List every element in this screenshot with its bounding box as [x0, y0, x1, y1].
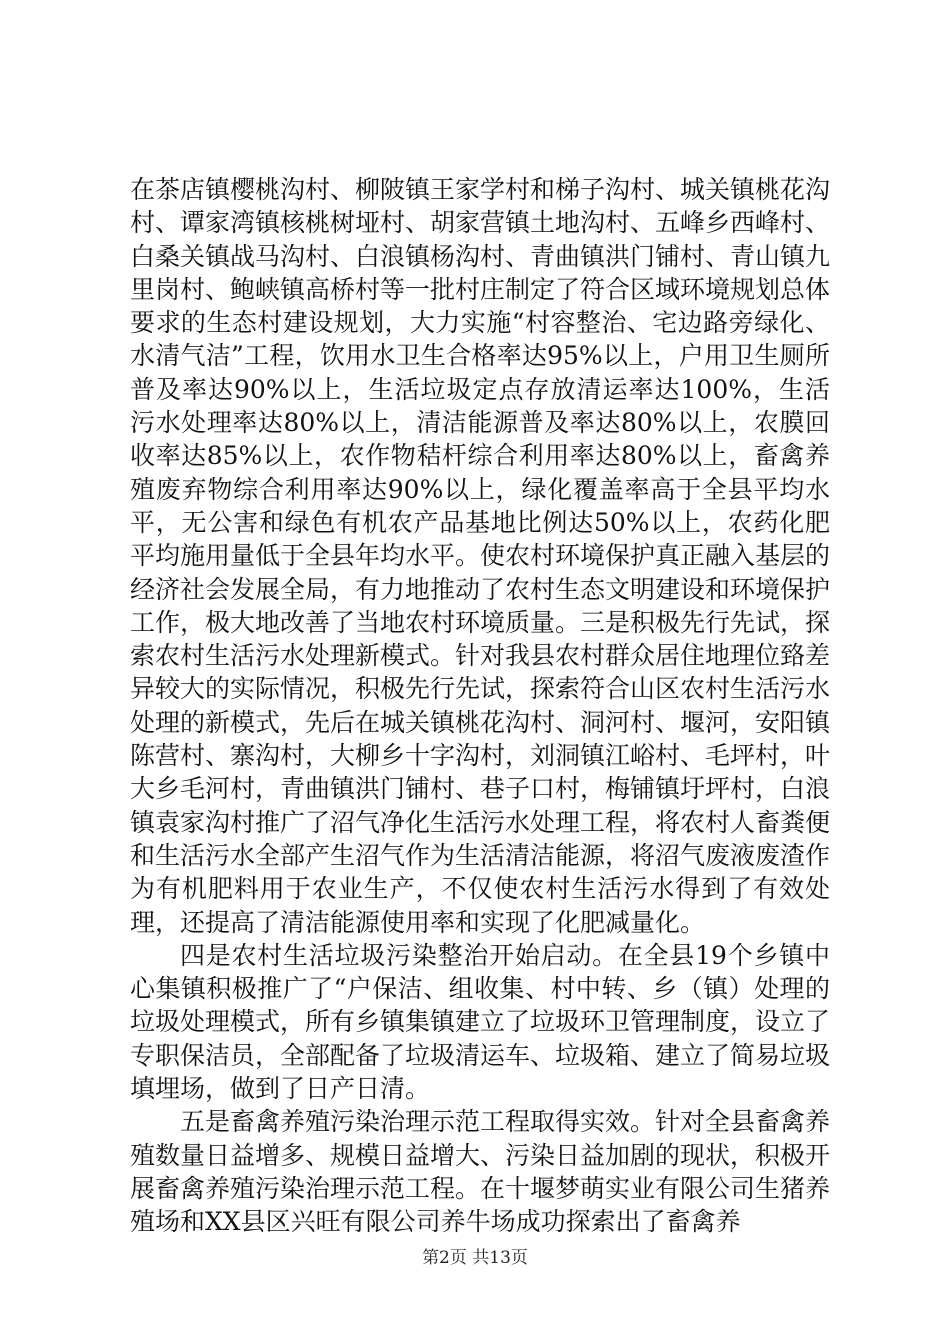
page-number-footer: 第2页 共13页 [422, 1248, 528, 1268]
paragraph-2: 四是农村生活垃圾污染整治开始启动。在全县19个乡镇中心集镇积极推广了“户保洁、组收集、村中转、乡（镇）处理的垃圾处理模式，所有乡镇集镇建立了垃圾环卫管理制度，设立了专职保洁员，全部配备了垃圾清运车、垃圾箱、建立了简易垃圾填埋场，做到了日产日清。 [130, 940, 831, 1104]
document-body [130, 173, 830, 1239]
paragraph-1: 在茶店镇樱桃沟村、柳陂镇王家学村和梯子沟村、城关镇桃花沟村、谭家湾镇核桃树垭村、胡家营镇土地沟村、五峰乡西峰村、白桑关镇战马沟村、白浪镇杨沟村、青曲镇洪门铺村、青山镇九里岗村、鲍峡镇高桥村等一批村庄制定了符合区域环境规划总体要求的生态村建设规划，大力实施“村容整治、宅边路旁绿化、水清气洁”工程，饮用水卫生合格率达95%以上，户用卫生厕所普及率达90%以上，生活垃圾定点存放清运率达100%，生活污水处理率达80%以上，清洁能源普及率达80%以上，农膜回收率达85%以上，农作物秸杆综合利用率达80%以上，畜禽养殖废弃物综合利用率达90%以上，绿化覆盖率高于全县平均水平，无公害和绿色有机农产品基地比例达50%以上，农药化肥平均施用量低于全县年均水平。使农村环境保护真正融入基层的经济社会发展全局，有力地推动了农村生态文明建设和环境保护工作，极大地改善了当地农村环境质量。三是积极先行先试，探索农村生活污水处理新模式。针对我县农村群众居住地理位臵差异较大的实际情况，积极先行先试，探索符合山区农村生活污水处理的新模式，先后在城关镇桃花沟村、洞河村、堰河，安阳镇陈营村、寨沟村，大柳乡十字沟村，刘洞镇江峪村、毛坪村，叶大乡毛河村，青曲镇洪门铺村、巷子口村，梅铺镇圩坪村，白浪镇袁家沟村推广了沼气净化生活污水处理工程，将农村人畜粪便和生活污水全部产生沼气作为生活清洁能源，将沼气废液废渣作为有机肥料用于农业生产，不仅使农村生活污水得到了有效处理，还提高了清洁能源使用率和实现了化肥减量化。 [130, 175, 831, 937]
paragraph-3: 五是畜禽养殖污染治理示范工程取得实效。针对全县畜禽养殖数量日益增多、规模日益增大、污染日益加剧的现状，积极开展畜禽养殖污染治理示范工程。在十堰梦萌实业有限公司生猪养殖场和XX县区兴旺有限公司养牛场成功探索出了畜禽养 [130, 1107, 831, 1237]
